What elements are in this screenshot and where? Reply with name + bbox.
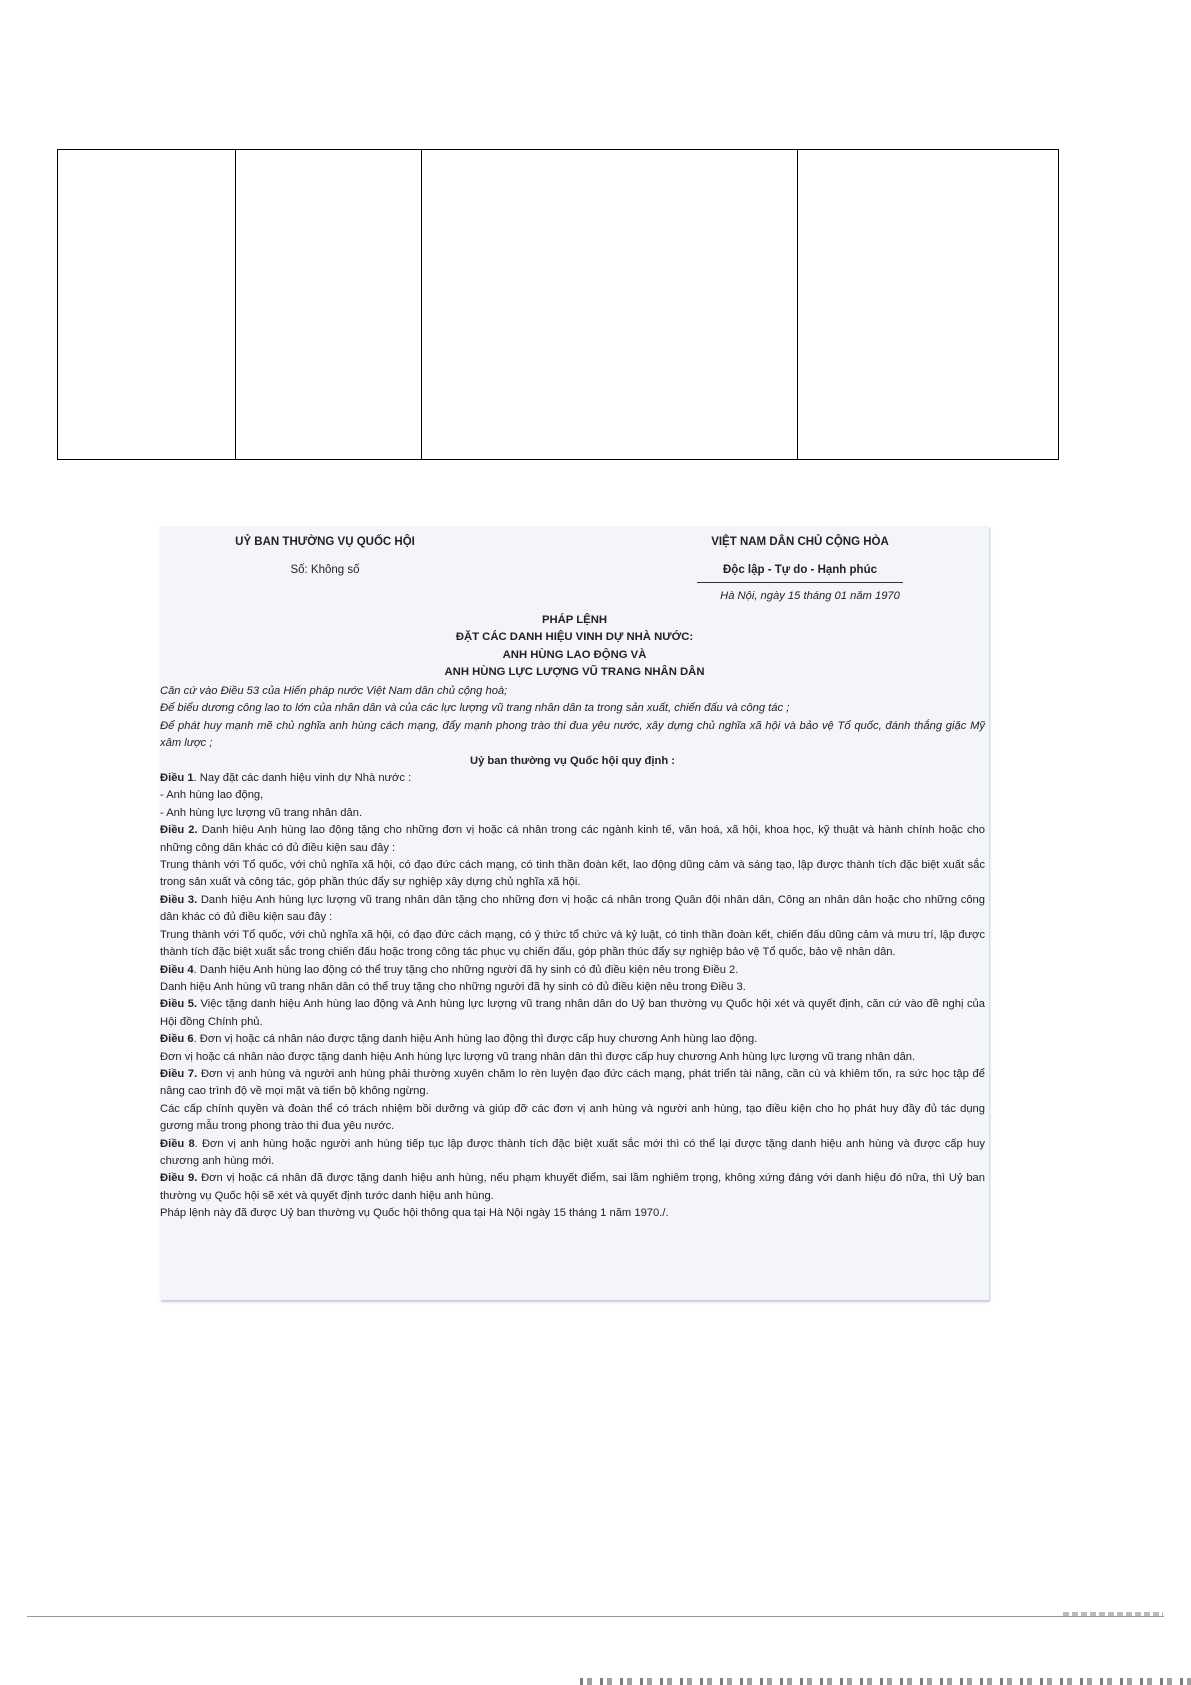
table-cell [422, 150, 798, 460]
document-body [160, 683, 985, 1223]
motto-underline [697, 582, 903, 583]
title-line: PHÁP LỆNH [541, 614, 608, 626]
bottom-edge-artifact [580, 1678, 1191, 1685]
article-paragraph: Điều 2. Danh hiệu Anh hùng lao động tặng cho những đơn vị hoặc cá nhân trong các ngành kinh tế, văn hoá, xã hội, khoa học, kỹ thuật và hành chính hoặc cho những công dân khác có đủ điều kiện sau đây : [160, 824, 985, 854]
issuer-heading: UỶ BAN THƯỜNG VỤ QUỐC HỘI [235, 536, 415, 548]
article-paragraph: Trung thành với Tổ quốc, với chủ nghĩa xã hội, có đạo đức cách mạng, có tinh thần đoàn kết, lao động dũng cảm và sáng tạo, lập được thành tích đặc biệt xuất sắc trong sản xuất và công tác, góp phần thúc đẩy sự nghiệp xây dựng chủ nghĩa xã hội. [160, 859, 985, 889]
article-paragraph: Điều 6. Đơn vị hoặc cá nhân nào được tặng danh hiệu Anh hùng lao động thì được cấp huy chương Anh hùng lao động. [160, 1033, 758, 1046]
article-paragraph: Điều 5. Việc tặng danh hiệu Anh hùng lao động và Anh hùng lực lượng vũ trang nhân dân do Uỷ ban thường vụ Quốc hội xét và quyết định, căn cứ vào đề nghị của Hội đồng Chính phủ. [160, 998, 985, 1028]
article-paragraph: Các cấp chính quyền và đoàn thể có trách nhiệm bồi dưỡng và giúp đỡ các đơn vị anh hùng và người anh hùng, tạo điều kiện cho họ phát huy đầy đủ tác dụng gương mẫu trong phong trào thi đua yêu nước. [160, 1102, 985, 1133]
article-paragraph: Điều 9. Đơn vị hoặc cá nhân đã được tặng danh hiệu anh hùng, nếu phạm khuyết điểm, sai lầm nghiêm trọng, không xứng đáng với danh hiệu đó nữa, thì Uỷ ban thường vụ Quốc hội sẽ xét và quyết định tước danh hiệu anh hùng. [160, 1172, 985, 1202]
preamble-line: Căn cứ vào Điều 53 của Hiến pháp nước Việt Nam dân chủ cộng hoà; [160, 685, 508, 697]
empty-table [57, 149, 1059, 460]
table-cell [798, 150, 1059, 460]
article-paragraph: Danh hiệu Anh hùng vũ trang nhân dân có thể truy tặng cho những người đã hy sinh có đủ điều kiện nêu trong Điều 3. [160, 980, 746, 993]
decree-line: Uỷ ban thường vụ Quốc hội quy định : [470, 754, 675, 767]
article-paragraph: - Anh hùng lực lượng vũ trang nhân dân. [160, 806, 363, 819]
article-paragraph: Điều 4. Danh hiệu Anh hùng lao động có thể truy tặng cho những người đã hy sinh có đủ điều kiện nêu trong Điều 2. [160, 963, 739, 976]
title-line: ANH HÙNG LAO ĐỘNG VÀ [502, 648, 647, 661]
table-cell [58, 150, 236, 460]
article-paragraph: Điều 1. Nay đặt các danh hiệu vinh dự Nhà nước : [160, 772, 412, 785]
document-date: Hà Nội, ngày 15 tháng 01 năm 1970 [720, 590, 900, 602]
article-paragraph: Đơn vị hoặc cá nhân nào được tặng danh hiệu Anh hùng lực lượng vũ trang nhân dân thì được cấp huy chương Anh hùng lực lượng vũ trang nhân dân. [160, 1050, 916, 1063]
footer-mark [1063, 1612, 1163, 1616]
preamble-line: Để phát huy mạnh mẽ chủ nghĩa anh hùng cách mạng, đẩy mạnh phong trào thi đua yêu nước, xây dựng chủ nghĩa xã hội và bảo vệ Tổ quốc, đánh thắng giặc Mỹ xâm lược ; [160, 719, 985, 750]
article-paragraph: Điều 7. Đơn vị anh hùng và người anh hùng phải thường xuyên chăm lo rèn luyện đạo đức cách mạng, phát triển tài năng, cần cù và khiêm tốn, ra sức học tập để nâng cao trình độ về mọi mặt và tiến bộ không ngừng. [160, 1067, 985, 1098]
table-row [58, 150, 1059, 460]
page-footer-divider [27, 1616, 1164, 1617]
motto: Độc lập - Tự do - Hạnh phúc [723, 564, 877, 576]
document-number: Số: Không số [290, 564, 360, 576]
preamble-line: Để biểu dương công lao to lớn của nhân dân và của các lực lượng vũ trang nhân dân ta trong sản xuất, chiến đấu và công tác ; [160, 702, 790, 715]
country-heading: VIỆT NAM DÂN CHỦ CỘNG HÒA [711, 536, 889, 548]
article-paragraph: Trung thành với Tổ quốc, với chủ nghĩa xã hội, có đạo đức cách mạng, có ý thức tổ chức và kỷ luật, có tinh thần đoàn kết, chiến đấu dũng cảm và mưu trí, lập được thành tích đặc biệt xuất sắc trong chiến đấu hoặc trong công tác phục vụ chiến đấu, góp phần thúc đẩy sự nghiệp bảo vệ Tổ quốc, bảo vệ nhân dân. [160, 928, 985, 959]
article-paragraph: Điều 8. Đơn vị anh hùng hoặc người anh hùng tiếp tục lập được thành tích đặc biệt xuất sắc mới thì có thể lại được tặng danh hiệu anh hùng và được cấp huy chương anh hùng mới. [160, 1137, 985, 1167]
article-paragraph: Điều 3. Danh hiệu Anh hùng lực lượng vũ trang nhân dân tặng cho những đơn vị hoặc cá nhân trong Quân đội nhân dân, Công an nhân dân hoặc cho những công dân khác có đủ điều kiện sau đây : [160, 893, 985, 924]
title-line: ĐẶT CÁC DANH HIỆU VINH DỰ NHÀ NƯỚC: [455, 631, 694, 644]
document-title [160, 612, 989, 682]
document-scan [160, 526, 989, 1300]
article-paragraph: - Anh hùng lao động, [160, 789, 264, 802]
table-cell [236, 150, 422, 460]
article-paragraph: Pháp lệnh này đã được Uỷ ban thường vụ Quốc hội thông qua tại Hà Nội ngày 15 tháng 1 năm 1970./. [160, 1207, 669, 1220]
title-line: ANH HÙNG LỰC LƯỢNG VŨ TRANG NHÂN DÂN [444, 666, 705, 679]
